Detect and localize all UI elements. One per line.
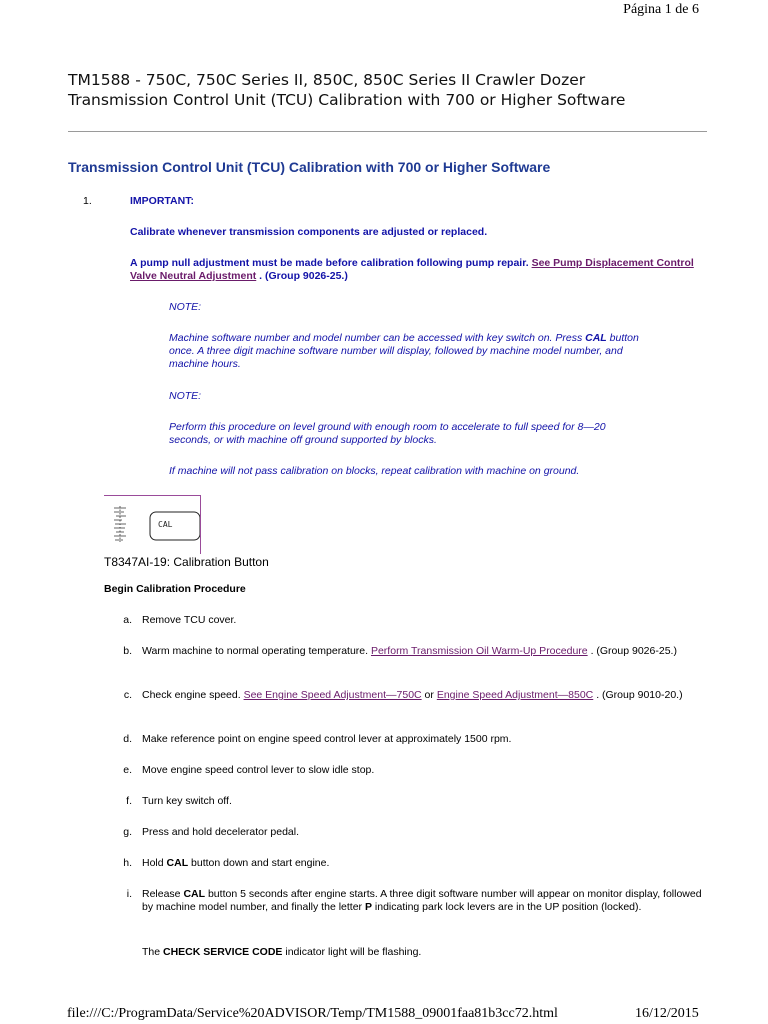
step-i-marker: i. bbox=[126, 888, 132, 900]
step-h-pre: Hold bbox=[142, 857, 164, 869]
step-b-suffix: . (Group 9026-25.) bbox=[590, 645, 677, 657]
procedure-heading: Begin Calibration Procedure bbox=[104, 583, 246, 595]
step-h-text bbox=[142, 857, 712, 870]
footer-file-path: file:///C:/ProgramData/Service%20ADVISOR/Temp/TM1588_09001faa81b3cc72.html bbox=[67, 1006, 558, 1021]
step-c-text bbox=[142, 689, 707, 702]
note1-cal: CAL bbox=[585, 332, 607, 344]
engine-speed-850c-link[interactable]: Engine Speed Adjustment—850C bbox=[436, 689, 594, 701]
step-a-marker: a. bbox=[123, 614, 132, 626]
step-d-marker: d. bbox=[123, 733, 132, 745]
document-title-line1: TM1588 - 750C, 750C Series II, 850C, 850C Series II Crawler Dozer bbox=[68, 71, 586, 89]
calibrate-note: Calibrate whenever transmission components are adjusted or replaced. bbox=[130, 226, 488, 238]
oil-warmup-link[interactable]: Perform Transmission Oil Warm-Up Procedure bbox=[370, 645, 588, 657]
important-label: IMPORTANT: bbox=[130, 195, 194, 207]
pump-null-note bbox=[130, 257, 705, 283]
step-i-post: indicating park lock levers are in the UP position (locked). bbox=[374, 901, 642, 913]
note1-text bbox=[169, 332, 649, 371]
step-h-cal: CAL bbox=[166, 857, 189, 869]
check-post: indicator light will be flashing. bbox=[285, 946, 422, 958]
pump-null-group: . (Group 9026-25.) bbox=[259, 270, 348, 282]
step-g-text: Press and hold decelerator pedal. bbox=[142, 826, 300, 838]
step-c-or: or bbox=[424, 689, 434, 701]
document-title bbox=[68, 70, 708, 110]
step-a-text: Remove TCU cover. bbox=[142, 614, 237, 626]
title-divider bbox=[68, 131, 707, 132]
step-i-text bbox=[142, 888, 707, 914]
pump-displacement-link[interactable]: See Pump Displacement Control Valve Neutral Adjustment bbox=[130, 257, 694, 282]
note1-label: NOTE: bbox=[169, 301, 202, 313]
step-g-marker: g. bbox=[123, 826, 132, 838]
step-b-marker: b. bbox=[123, 645, 132, 657]
step-b-lead: Warm machine to normal operating temperature. bbox=[142, 645, 369, 657]
step-c-suffix: . (Group 9010-20.) bbox=[596, 689, 683, 701]
step-e-marker: e. bbox=[123, 764, 132, 776]
document-title-line2: Transmission Control Unit (TCU) Calibration with 700 or Higher Software bbox=[68, 91, 626, 109]
footer-date: 16/12/2015 bbox=[635, 1006, 699, 1021]
note1-text-b: button once. A three digit machine software number will display, followed by machine model number, and machine hours. bbox=[169, 332, 639, 370]
step-f-marker: f. bbox=[126, 795, 132, 807]
step-e-text: Move engine speed control lever to slow idle stop. bbox=[142, 764, 375, 776]
step-d-text: Make reference point on engine speed control lever at approximately 1500 rpm. bbox=[142, 733, 512, 745]
check-service-code-note bbox=[142, 946, 712, 959]
check-pre: The bbox=[142, 946, 161, 958]
step-c-marker: c. bbox=[123, 689, 132, 701]
step-i-mid: button 5 seconds after engine starts. A three digit software number will appear on monitor display, followed by machine model number, and finally the letter bbox=[142, 888, 702, 913]
step-h-post: button down and start engine. bbox=[191, 857, 330, 869]
pump-null-text: A pump null adjustment must be made before calibration following pump repair. bbox=[130, 257, 529, 269]
engine-speed-750c-link[interactable]: See Engine Speed Adjustment—750C bbox=[243, 689, 422, 701]
check-service-code-label: CHECK SERVICE CODE bbox=[163, 946, 283, 958]
note1-text-a: Machine software number and model number can be accessed with key switch on. Press bbox=[169, 332, 583, 344]
note2-text2: If machine will not pass calibration on blocks, repeat calibration with machine on ground. bbox=[169, 465, 580, 477]
section-title: Transmission Control Unit (TCU) Calibration with 700 or Higher Software bbox=[68, 159, 551, 175]
calibration-button-figure bbox=[104, 495, 201, 554]
note2-label: NOTE: bbox=[169, 390, 202, 402]
page-number: Página 1 de 6 bbox=[623, 2, 699, 17]
calibration-button-illustration bbox=[104, 496, 200, 554]
step-i-cal: CAL bbox=[183, 888, 206, 900]
step-c-lead: Check engine speed. bbox=[142, 689, 241, 701]
cal-button-text: CAL bbox=[158, 520, 173, 529]
step-h-marker: h. bbox=[123, 857, 132, 869]
step-f-text: Turn key switch off. bbox=[142, 795, 232, 807]
figure-caption: T8347AI-19: Calibration Button bbox=[104, 555, 269, 569]
step-i-p: P bbox=[364, 901, 372, 913]
step-b-text bbox=[142, 645, 707, 658]
note2-text: Perform this procedure on level ground with enough room to accelerate to full speed for 8—20 seconds, or with machine off ground supported by blocks. bbox=[169, 421, 606, 446]
step-i-pre: Release bbox=[142, 888, 181, 900]
step-number: 1. bbox=[83, 195, 92, 207]
